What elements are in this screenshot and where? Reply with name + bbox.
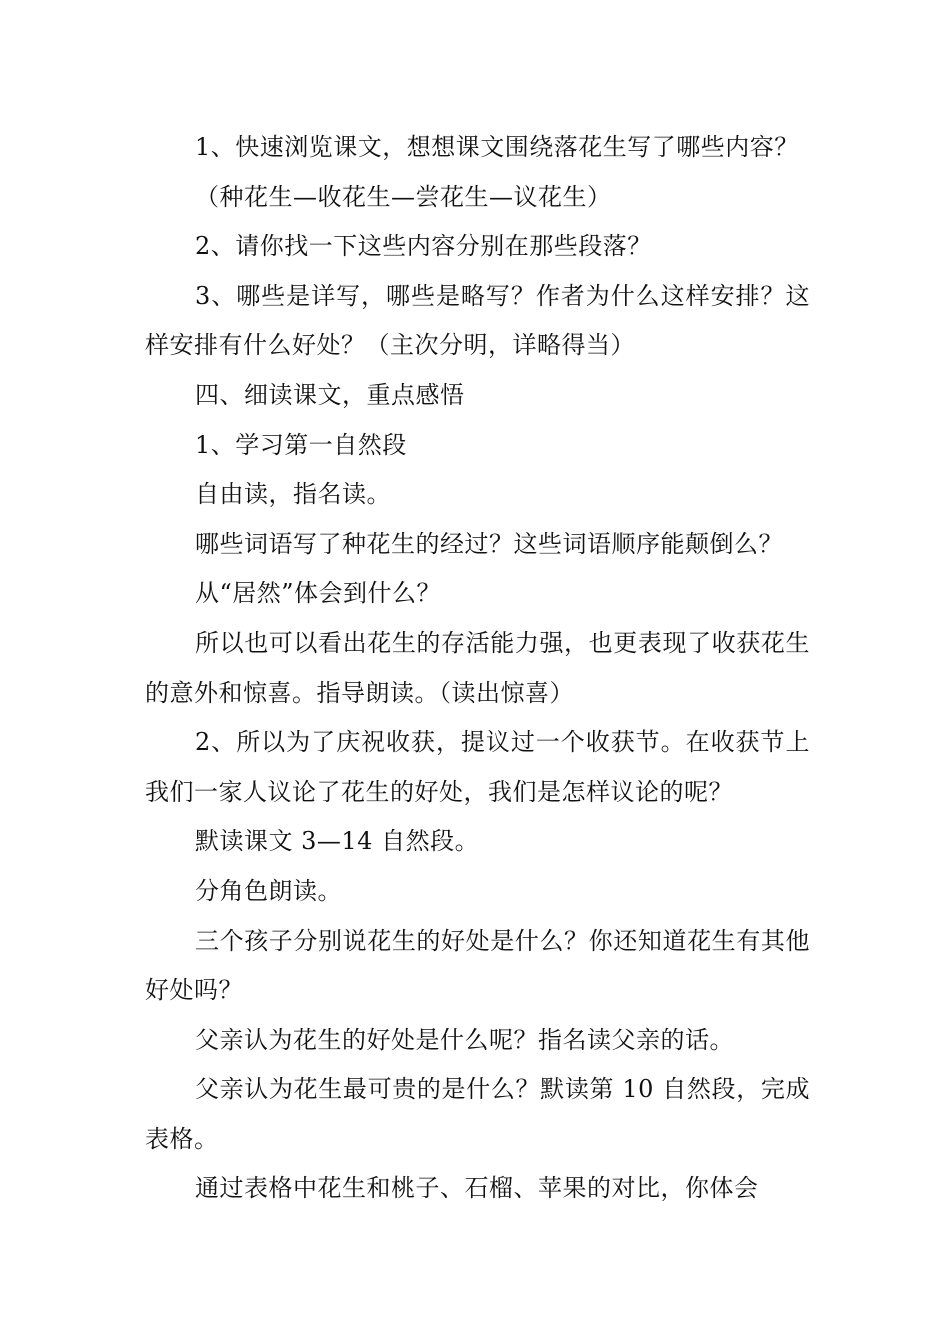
paragraph-reading-instruction: 自由读，指名读。 xyxy=(195,480,391,509)
section-heading-4: 四、细读课文，重点感悟 xyxy=(195,380,465,409)
paragraph-table-comparison: 通过表格中花生和桃子、石榴、苹果的对比，你体会 xyxy=(195,1174,759,1203)
paragraph-word-question: 哪些词语写了种花生的经过？这些词语顺序能颠倒么？ xyxy=(195,529,783,558)
paragraph-silent-reading: 默读课文 3—14 自然段。 xyxy=(195,827,480,856)
paragraph-survival-note: 所以也可以看出花生的存活能力强，也更表现了收获花生的意外和惊喜。指导朗读。（读出惊喜） xyxy=(145,628,810,707)
paragraph-role-reading: 分角色朗读。 xyxy=(195,876,342,905)
subheading-study-paragraph-1: 1、学习第一自然段 xyxy=(195,430,407,459)
paragraph-question-1: 1、快速浏览课文，想想课文围绕落花生写了哪些内容？ xyxy=(195,133,799,161)
paragraph-question-2: 2、请你找一下这些内容分别在那些段落？ xyxy=(195,232,652,261)
paragraph-father-valuable: 父亲认为花生最可贵的是什么？默读第 10 自然段，完成表格。 xyxy=(145,1075,810,1153)
paragraph-answer-1: （种花生—收花生—尝花生—议花生） xyxy=(195,182,612,211)
paragraph-juran-question: 从“居然”体会到什么？ xyxy=(195,579,442,608)
paragraph-father-question: 父亲认为花生的好处是什么呢？指名读父亲的话。 xyxy=(195,1025,734,1054)
paragraph-question-3: 3、哪些是详写，哪些是略写？作者为什么这样安排？这样安排有什么好处？（主次分明，详略得当） xyxy=(145,281,810,360)
paragraph-harvest-festival: 2、所以为了庆祝收获，提议过一个收获节。在收获节上我们一家人议论了花生的好处，我们是怎样议论的呢？ xyxy=(145,728,810,806)
document-body xyxy=(145,123,810,1214)
paragraph-children-question: 三个孩子分别说花生的好处是什么？你还知道花生有其他好处吗？ xyxy=(145,926,810,1005)
